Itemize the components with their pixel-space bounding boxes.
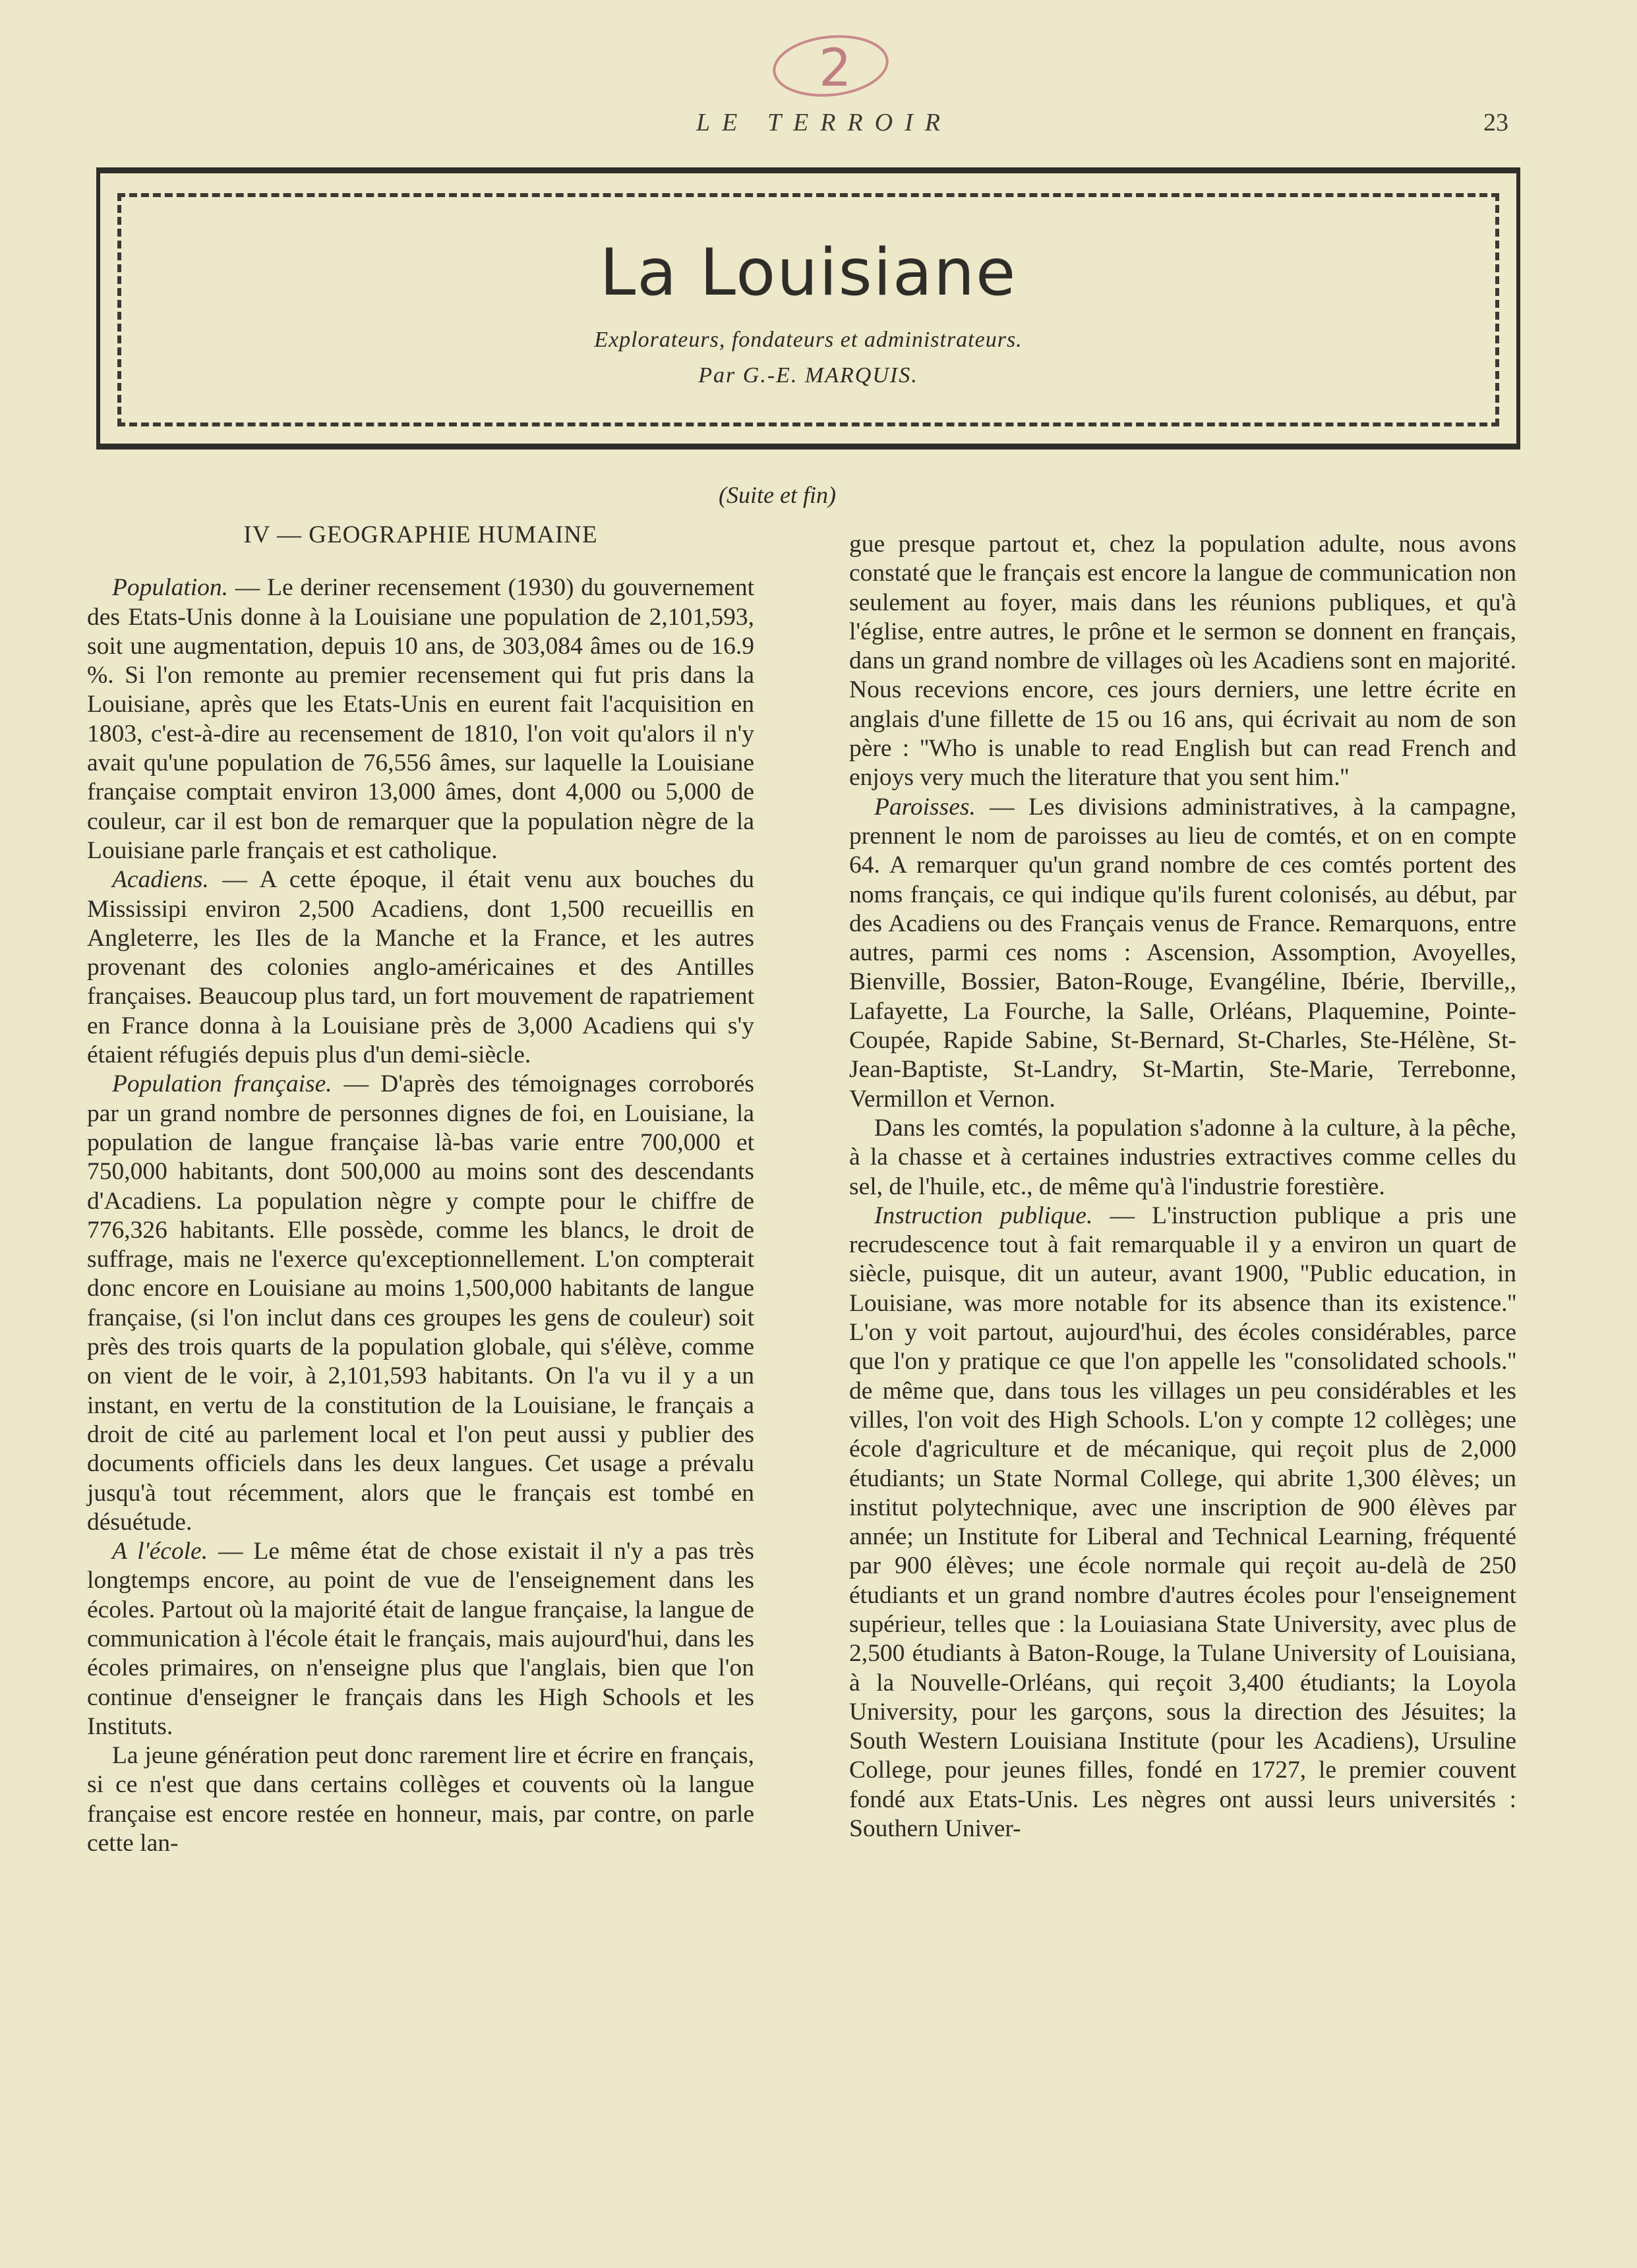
paragraph-text: — D'après des témoignages corroborés par un grand nombre de personnes dignes de foi, en Louisiane, la population de langue française là-bas varie entre 700,000 et 750,000 habitants, dont 500,000 au moins sont des descendants d'Acadiens. La population nègre y compte pour le chiffre de 776,326 habitants. Elle possède, comme les blancs, le droit de suffrage, mais ne l'exerce qu'exceptionnellement. L'on compterait donc encore en Louisiane au moins 1,500,000 habitants de langue française, (si l'on inclut dans ces groupes les gens de couleur) soit près des trois quarts de la population globale, qui s'élève, comme on vient de le voir, à 2,101,593 habitants. On l'a vu il y a un instant, en vertu de la constitution de la Louisiane, le français a droit de cité au parlement local et l'on peut aussi y publier des documents officiels dans les deux langues. Cet usage a prévalu jusqu'à tout récemment, alors que le français est tombé en désuétude.: [87, 1070, 755, 1536]
paragraph-lead: Instruction publique.: [874, 1202, 1093, 1229]
paragraph-comtes: [849, 1114, 1516, 1202]
paragraph-lead: Paroisses.: [874, 793, 976, 821]
paragraph-text: gue presque partout et, chez la population adulte, nous avons constaté que le français est encore la langue de communication non seulement au foyer, mais dans les réunions publiques, et qu'à l'église, entre autres, le prône et le sermon se donnent en français, dans un grand nombre de villages où les Acadiens sont en majorité. Nous recevions encore, ces jours derniers, une lettre écrite en anglais d'une fillette de 15 ou 16 ans, qui écrivait au nom de son père : ''Who is unable to read English but can read French and enjoys very much the literature that you sent him.'': [849, 531, 1516, 792]
continuation-note: (Suite et fin): [719, 482, 836, 508]
running-head: LE TERROIR: [696, 109, 952, 136]
paragraph-text: — L'instruction publique a pris une recrudescence tout à fait remarquable il y a environ un quart de siècle, puisque, dit un auteur, avant 1900, ''Public education, in Louisiane, was more notable for its absence than its existence.'' L'on y voit partout, aujourd'hui, des écoles considérables, parce que l'on y pratique ce que l'on appelle les ''consolidated schools.'' de même que, dans tous les villages un peu considérables et les villes, l'on voit des High Schools. L'on y compte 12 collèges; une école d'agriculture et de mécanique, qui reçoit plus de 2,000 étudiants; un State Normal College, qui abrite 1,300 élèves; un institut polytechnique, avec une inscription de 900 élèves par année; un Institute for Liberal and Technical Learning, fréquenté par 900 élèves; une école normale qui reçoit au-delà de 250 étudiants et un grand nombre d'autres écoles pour l'enseignement supérieur, telles que : la Louiasiana State University, avec plus de 2,500 étudiants à Baton-Rouge, la Tulane University of Louisiana, à la Nouvelle-Orléans, qui reçoit 3,400 étudiants; la Loyola University, pour les garçons, sous la direction des Jésuites; la South Western Louisiana Institute (pour les Acadiens), Ursuline College, pour jeunes filles, fondé en 1727, le premier couvent fondé aux Etats-Unis. Les nègres ont aussi leurs universités : Southern Univer-: [849, 1202, 1516, 1843]
paragraph-text: — Les divisions administratives, à la campagne, prennent le nom de paroisses au lieu de comtés, et on en compte 64. A remarquer qu'un grand nombre de ces comtés portent des noms français, ce qui indique qu'ils furent colonisés, au début, par des Acadiens ou des Français venus de France. Remarquons, entre autres, parmi ces noms : Ascension, Assomption, Avoyelles, Bienville, Bossier, Baton-Rouge, Evangéline, Ibérie, Iberville,, Lafayette, La Fourche, la Salle, Orléans, Plaquemine, Pointe-Coupée, Rapide Sabine, St-Bernard, St-Charles, Ste-Hélène, St-Jean-Baptiste, St-Landry, St-Martin, Ste-Marie, Terrebonne, Vermillon et Vernon.: [849, 793, 1516, 1113]
page-mark-text: 2: [819, 39, 852, 98]
title-frame: [96, 167, 1520, 450]
paragraph-text: — Le même état de chose existait il n'y a pas très longtemps encore, au point de vue de l'enseignement dans les écoles. Partout où la majorité était de langue française, la langue de communication à l'école était le français, mais aujourd'hui, dans les écoles primaires, on n'enseigne plus que l'anglais, bien que l'on continue d'enseigner le français dans les High Schools et les Instituts.: [87, 1538, 754, 1740]
paragraph-instruction-publique: [849, 1202, 1516, 1844]
article-title: La Louisiane: [599, 235, 1017, 310]
paragraph-lead: Population française.: [112, 1070, 332, 1098]
paragraph-ecole: [87, 1537, 754, 1741]
paragraph-langue-continuation: [849, 530, 1516, 793]
paragraph-text: — Le deriner recensement (1930) du gouvernement des Etats-Unis donne à la Louisiane une population de 2,101,593, soit une augmentation, depuis 10 ans, de 303,084 âmes ou de 16.9 %. Si l'on remonte au premier recensement qui fut pris dans la Louisiane, après que les Etats-Unis en eurent fait l'acquisition en 1803, c'est-à-dire au recensement de 1810, l'on voit qu'alors il n'y avait qu'une population de 76,556 âmes, sur laquelle la Louisiane française comptait environ 13,000 âmes, dont 4,000 ou 5,000 de couleur, car il est bon de remarquer que la population nègre de la Louisiane parle français et est catholique.: [87, 574, 754, 864]
page-number: 23: [1483, 109, 1508, 136]
paragraph-population-francaise: [87, 1070, 754, 1537]
section-heading: IV — GEOGRAPHIE HUMAINE: [243, 521, 598, 548]
right-column: [849, 530, 1516, 1844]
paragraph-text: La jeune génération peut donc rarement lire et écrire en français, si ce n'est que dans certains collèges et couvents où la langue française est encore restée en honneur, mais, par contre, on parle cette lan-: [87, 1742, 754, 1857]
circled-page-mark: [765, 32, 897, 111]
paragraph-lead: Population.: [112, 574, 229, 602]
paragraph-acadiens: [87, 865, 754, 1070]
paragraph-paroisses: [849, 793, 1516, 1114]
article-subtitle: Explorateurs, fondateurs et administrateurs.: [594, 328, 1023, 352]
paragraph-text: — A cette époque, il était venu aux bouches du Mississipi environ 2,500 Acadiens, dont 1,500 recueillis en Angleterre, les Iles de la Manche et la France, et les autres provenant des colonies anglo-américaines et des Antilles françaises. Beaucoup plus tard, un fort mouvement de rapatriement en France donna à la Louisiane près de 3,000 Acadiens qui s'y étaient réfugiés depuis plus d'un demi-siècle.: [87, 866, 754, 1069]
paragraph-population: [87, 573, 754, 865]
paragraph-lead: A l'école.: [112, 1538, 208, 1565]
title-inner-frame: [117, 193, 1499, 426]
left-column: [87, 521, 754, 1858]
paragraph-lead: Acadiens.: [112, 866, 209, 894]
paragraph-jeune-generation: [87, 1741, 754, 1858]
paragraph-text: Dans les comtés, la population s'adonne à la culture, à la pêche, à la chasse et à certaines industries extractives comme celles du sel, de l'huile, etc., de même qu'à l'industrie forestière.: [849, 1114, 1516, 1200]
article-byline: Par G.-E. MARQUIS.: [698, 363, 918, 388]
